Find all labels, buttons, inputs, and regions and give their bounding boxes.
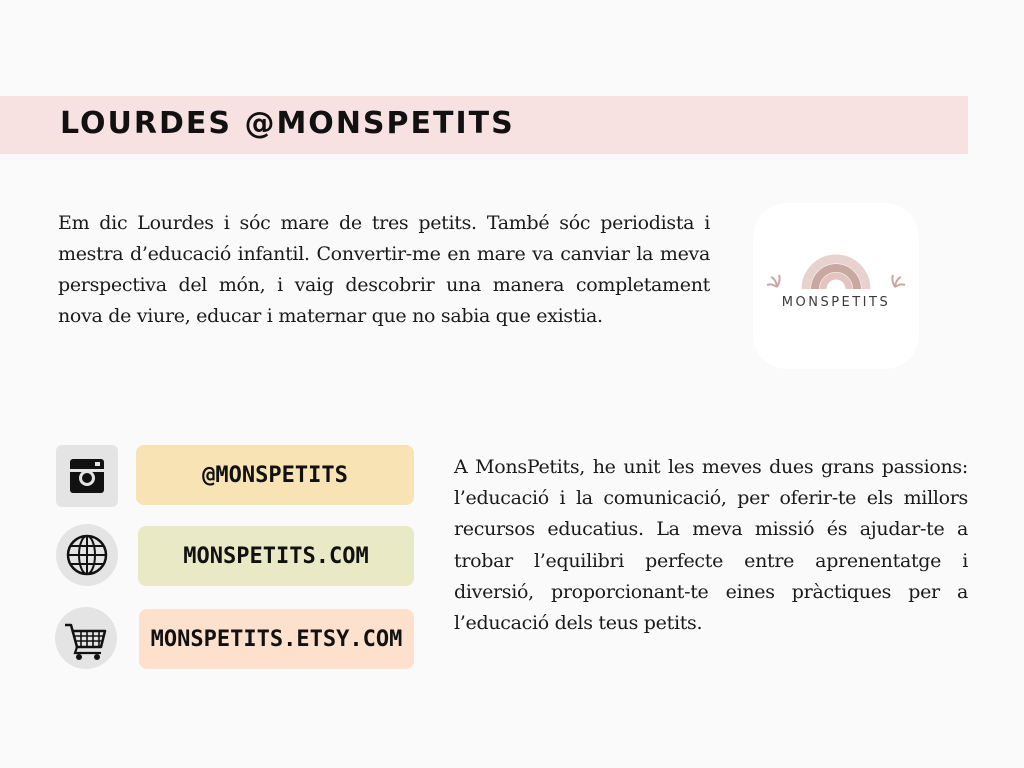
instagram-link-label: @MONSPETITS [202, 462, 348, 488]
cart-icon-box[interactable] [55, 607, 117, 669]
instagram-icon-box[interactable] [56, 445, 118, 507]
intro-paragraph: Em dic Lourdes i sóc mare de tres petits. També sóc periodista i mestra d’educació infantil. Convertir-me en mare va canviar la meva perspectiva del món, i vaig descobrir una manera completament nova de viure, educar i maternar que no sabia que existia. [58, 212, 710, 327]
instagram-link[interactable] [136, 445, 414, 505]
globe-icon [56, 524, 118, 586]
instagram-icon [56, 445, 118, 507]
description-paragraph: A MonsPetits, he unit les meves dues grans passions: l’educació i la comunicació, per oferir-te els millors recursos educatius. La meva missió és ajudar-te a trobar l’equilibri perfecte entre aprenentatge i diversió, proporcionant-te eines pràctiques per a l’educació dels teus petits. [454, 456, 968, 635]
website-link-label: MONSPETITS.COM [183, 543, 369, 569]
logo-text: MONSPETITS [781, 295, 891, 310]
rainbow-logo-icon [753, 203, 919, 369]
website-link[interactable] [138, 526, 414, 586]
etsy-link[interactable] [139, 609, 414, 669]
logo-card [753, 203, 919, 369]
page-title: LOURDES @MONSPETITS [60, 106, 515, 141]
globe-icon-box[interactable] [56, 524, 118, 586]
shopping-cart-icon [55, 607, 117, 669]
etsy-link-label: MONSPETITS.ETSY.COM [150, 626, 403, 652]
